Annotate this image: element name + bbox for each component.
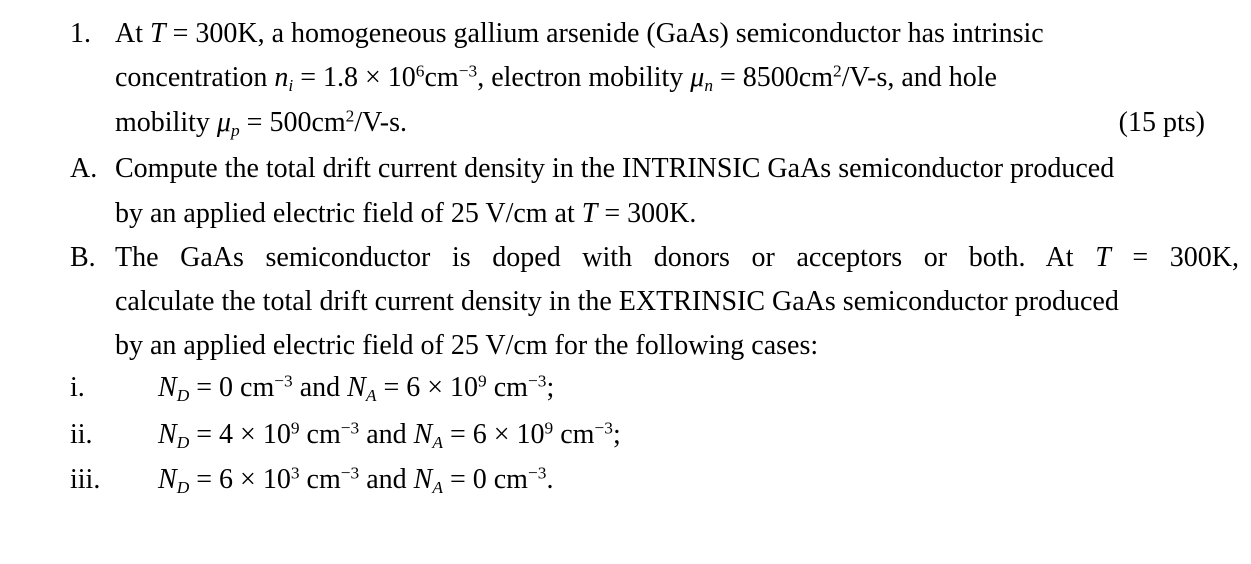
part-a-label: A. xyxy=(70,153,98,184)
case-iii-expression: $N_D = 6 \times 10^3$ $cm^{-3}$ and $N_A = 0$ $cm^{-3}$. xyxy=(158,463,554,498)
part-b-label: B. xyxy=(70,242,96,273)
part-a-line-1: Compute the total drift current density in the INTRINSIC GaAs semiconductor produced xyxy=(115,153,1115,184)
part-b-line-2: calculate the total drift current density in the EXTRINSIC GaAs semiconductor produced xyxy=(115,286,1119,317)
part-a-line-2: by an applied electric field of 25 V/cm at T = 300K. xyxy=(115,198,697,229)
points-label: (15 pts) xyxy=(1118,107,1205,138)
case-i-expression: $N_D = 0$ $cm^{-3}$ and $N_A = 6 \times 10^9$ $cm^{-3}$; xyxy=(158,371,555,406)
problem-number: 1. xyxy=(70,18,91,49)
case-i-label: i. xyxy=(70,372,85,403)
case-ii-expression: $N_D = 4 \times 10^9$ $cm^{-3}$ and $N_A = 6 \times 10^9$ $cm^{-3}$; xyxy=(158,418,621,453)
problem-line-2: concentration $n_i = 1.8 \times 10^6cm^{-3}$, electron mobility $\mu_n = 8500cm^2/V-s$, and hole xyxy=(115,61,997,96)
problem-line-1: At T = 300K, a homogeneous gallium arsenide (GaAs) semiconductor has intrinsic xyxy=(115,18,1044,49)
case-iii-label: iii. xyxy=(70,464,101,495)
case-ii-label: ii. xyxy=(70,419,93,450)
part-b-line-3: by an applied electric field of 25 V/cm for the following cases: xyxy=(115,330,819,361)
problem-line-3: mobility $\mu_p = 500cm^2/V-s$. xyxy=(115,106,407,141)
part-b-line-1: The GaAs semiconductor is doped with donors or acceptors or both. At T = 300K, xyxy=(115,242,1240,273)
